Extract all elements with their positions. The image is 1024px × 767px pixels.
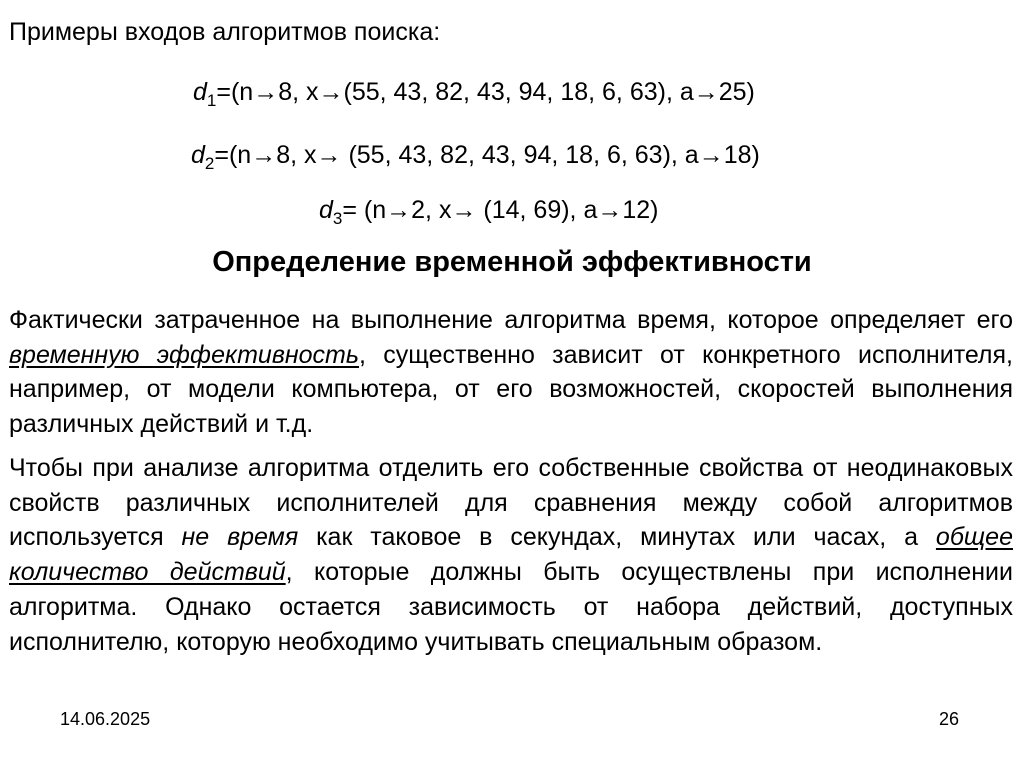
formula-symbol: d [319, 196, 333, 224]
formula-d1 [193, 76, 755, 108]
paragraph-text: как таковое в секундах, минутах или часах, а [298, 523, 936, 552]
formula-body: =(n→8, x→ (55, 43, 82, 43, 94, 18, 6, 63), a→18) [214, 141, 760, 169]
formula-body: =(n→8, x→(55, 43, 82, 43, 94, 18, 6, 63), a→25) [216, 78, 755, 106]
formula-index: 3 [332, 209, 343, 228]
paragraph-time-efficiency [9, 303, 1013, 442]
formula-body: = (n→2, x→ (14, 69), a→12) [342, 196, 659, 224]
formula-index: 2 [204, 154, 215, 173]
formula-index: 1 [206, 91, 217, 110]
formula-symbol: d [193, 78, 207, 106]
paragraph-action-count [9, 451, 1013, 659]
paragraph-text: Фактически затраченное на выполнение алгоритма время, которое определяет его [9, 306, 1013, 334]
formula-d2 [191, 139, 760, 171]
formula-symbol: d [191, 141, 205, 169]
formula-d3 [319, 194, 658, 226]
emphasis-not-time: не время [181, 523, 299, 552]
page-number: 26 [939, 709, 960, 729]
footer-date: 14.06.2025 [60, 709, 151, 729]
paragraph-text: , которые должны быть осуществлены при исполнении алгоритма. Однако остается зависимость от набора действий, доступных исполнителю, которую необходимо учитывать специальным образом. [9, 558, 1013, 656]
term-action-count: общее количество действий [9, 523, 1013, 587]
section-title: Определение временной эффективности [212, 246, 812, 278]
paragraph-text: , существенно зависит от конкретного исполнителя, например, от модели компьютера, от его возможностей, скоростей выполнения различных действий и т.д. [9, 340, 1014, 439]
paragraph-text: Чтобы при анализе алгоритма отделить его собственные свойства от неодинаковых свойств различных исполнителей для сравнения между собой алгоритмов используется [9, 454, 1013, 552]
term-time-efficiency: временную эффективность [9, 340, 360, 369]
intro-heading: Примеры входов алгоритмов поиска: [9, 18, 441, 46]
